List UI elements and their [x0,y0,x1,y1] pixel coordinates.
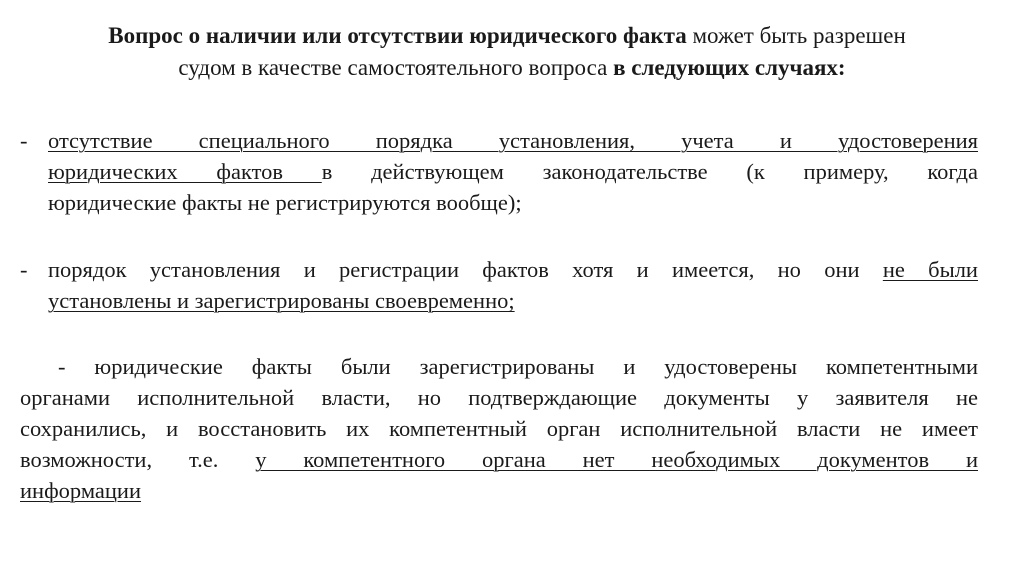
list-item-3-line-5: информации [20,478,142,504]
list-item-1-line-3: юридические факты не регистрируются вообще); [48,190,522,216]
list-item-1-line-2 [48,156,978,187]
heading-bold-part-2: в следующих случаях: [613,54,846,80]
list-item-3-line-1-wrap [20,351,978,382]
list-item-1 [20,125,978,218]
list-item-2-line-1 [48,254,978,285]
list-item-2-dash: - [20,257,28,282]
list-item-1-dash: - [20,128,28,153]
list-item-1-line-2-underlined: юридических фактов [48,159,322,185]
list-item-2-line-1-underlined: не были [882,257,978,282]
list-item-1-line-1: отсутствие специального порядка установления, учета и удостоверения [48,128,978,153]
heading-line-1 [20,20,1004,52]
list-item-3-line-3: сохранились, и восстановить их компетентный орган исполнительной власти не имеет [20,416,978,442]
heading-bold-part-1: Вопрос о наличии или отсутствии юридического факта [108,23,687,48]
list-item-3-line-1: - юридические факты были зарегистрированы и удостоверены компетентными [58,354,978,379]
list-item-2-line-2: установлены и зарегистрированы своевременно; [48,288,515,314]
list-item-1-line-2-rest: в действующем законодательстве (к примеру, когда [321,159,978,185]
heading-line-2 [20,52,1004,84]
heading-normal-part-1: может быть разрешен [686,23,906,48]
heading-normal-part-2: судом в качестве самостоятельного вопроса [178,54,614,80]
list-item-3-line-2: органами исполнительной власти, но подтверждающие документы у заявителя не [20,385,978,411]
list-item-2 [20,254,978,316]
list-item-3-line-4-normal: возможности, т.е. [20,447,256,473]
list-item-3 [20,351,978,506]
list-item-3-line-4 [20,444,978,475]
slide-heading [20,20,1004,83]
list-item-2-line-1-normal: порядок установления и регистрации фактов хотя и имеется, но они [48,257,883,282]
list-item-3-line-4-underlined: у компетентного органа нет необходимых документов и [255,447,978,473]
